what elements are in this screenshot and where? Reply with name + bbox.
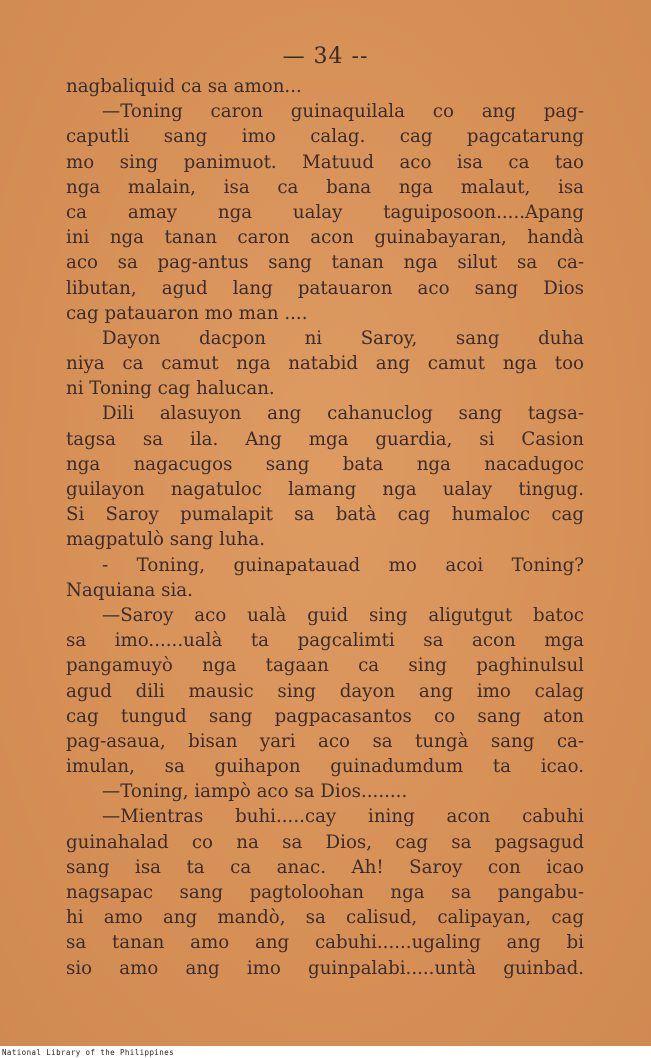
- library-credit: National Library of the Philippines: [2, 1048, 175, 1057]
- text-line: —Toning, iampò aco sa Dios........: [102, 781, 408, 803]
- text-line: cag patauaron mo man ....: [66, 302, 308, 324]
- text-line: sa tanan amo ang cabuhi......ugaling ang bi: [66, 932, 584, 954]
- text-line: hi amo ang mandò, sa calisud, calipayan, cag: [66, 907, 584, 929]
- text-line: imulan, sa guihapon guinadumdum ta icao.: [66, 756, 584, 778]
- text-line: ini nga tanan caron acon guinabayaran, handà: [66, 227, 584, 249]
- text-line: —Toning caron guinaquilala co ang pag-: [102, 101, 584, 123]
- text-line: tagsa sa ila. Ang mga guardia, si Casion: [66, 428, 584, 450]
- body-text: [66, 74, 584, 981]
- text-line: nga nagacugos sang bata nga nacadugoc: [66, 453, 584, 475]
- text-line: —Saroy aco ualà guid sing aligutgut batoc: [102, 604, 584, 626]
- text-line: ca amay nga ualay taguiposoon.....Apang: [66, 201, 584, 223]
- text-line: pangamuyò nga tagaan ca sing paghinulsul: [66, 655, 584, 677]
- text-line: sa imo......ualà ta pagcalimti sa acon mga: [66, 630, 584, 652]
- text-line: - Toning, guinapatauad mo acoi Toning?: [102, 554, 584, 576]
- page-number: — 34 --: [282, 44, 369, 69]
- text-line: Dayon dacpon ni Saroy, sang duha: [102, 327, 584, 349]
- text-line: agud dili mausic sing dayon ang imo calag: [66, 680, 584, 702]
- text-line: libutan, agud lang patauaron aco sang Dios: [66, 277, 584, 299]
- text-line: nga malain, isa ca bana nga malaut, isa: [66, 176, 584, 198]
- text-line: nagsapac sang pagtoloohan nga sa pangabu-: [66, 882, 584, 903]
- text-line: ni Toning cag halucan.: [66, 378, 275, 400]
- text-line: —Mientras buhi.....cay ining acon cabuhi: [102, 806, 584, 828]
- text-line: Naquiana sia.: [66, 579, 193, 601]
- text-line: mo sing panimuot. Matuud aco isa ca tao: [66, 151, 584, 173]
- text-line: Dili alasuyon ang cahanuclog sang tagsa-: [102, 403, 584, 425]
- text-line: magpatulò sang luha.: [66, 529, 265, 551]
- text-line: Si Saroy pumalapit sa batà cag humaloc cag: [66, 504, 584, 526]
- text-line: sio amo ang imo guinpalabi.....untà guinbad.: [66, 957, 584, 979]
- text-line: guinahalad co na sa Dios, cag sa pagsagud: [66, 831, 584, 853]
- text-line: aco sa pag-antus sang tanan nga silut sa ca-: [66, 252, 584, 274]
- text-line: nagbaliquid ca sa amon...: [66, 76, 302, 97]
- text-line: sang isa ta ca anac. Ah! Saroy con icao: [66, 856, 584, 878]
- text-line: niya ca camut nga natabid ang camut nga too: [66, 353, 584, 375]
- text-line: cag tungud sang pagpacasantos co sang aton: [66, 705, 584, 727]
- text-line: pag-asaua, bisan yari aco sa tungà sang ca-: [66, 730, 584, 752]
- text-line: guilayon nagatuloc lamang nga ualay tingug.: [66, 479, 584, 500]
- text-line: caputli sang imo calag. cag pagcatarung: [66, 126, 584, 148]
